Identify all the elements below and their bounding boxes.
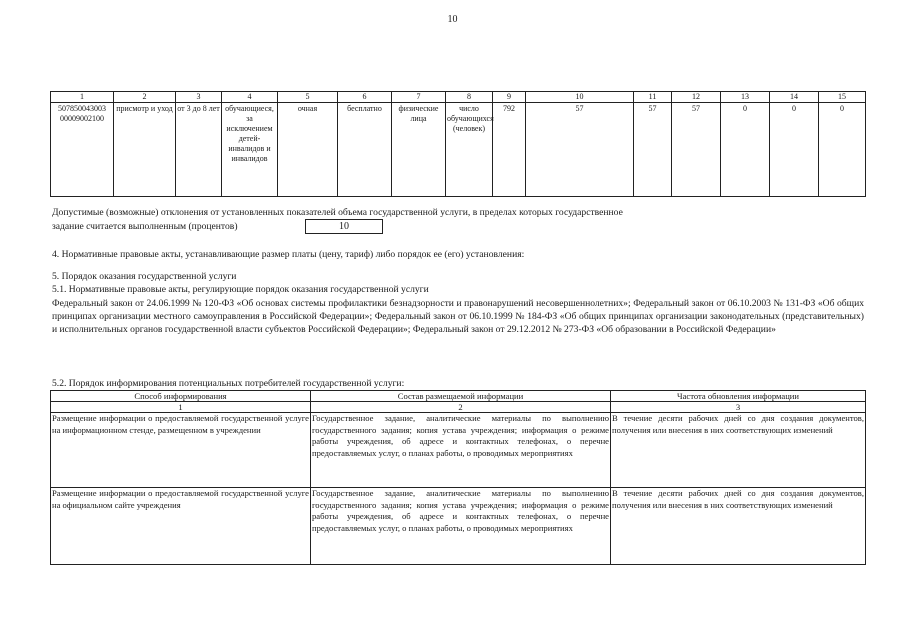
section51-heading: 5.1. Нормативные правовые акты, регулирующие порядок оказания государственной услуги <box>52 284 429 295</box>
price-cell: 0 <box>819 103 866 197</box>
column-number: 8 <box>446 92 493 103</box>
form-cell: очная <box>278 103 338 197</box>
section5-heading: 5. Порядок оказания государственной услуги <box>52 271 237 282</box>
tolerance-text-line2: задание считается выполненным (процентов) <box>52 221 238 232</box>
frequency-cell: В течение десяти рабочих дней со дня создания документов, получения или внесения в них соответствующих изменений <box>611 413 866 488</box>
section52-heading: 5.2. Порядок информирования потенциальных потребителей государственной услуги: <box>52 378 405 389</box>
section4-heading: 4. Нормативные правовые акты, устанавливающие размер платы (цену, тариф) либо порядок ее (его) установления: <box>52 249 525 260</box>
column-number-row <box>51 402 866 413</box>
age-cell: от 3 до 8 лет <box>176 103 222 197</box>
method-cell: Размещение информации о предоставляемой государственной услуге на информационном стенде, размещенном в учреждении <box>51 413 311 488</box>
column-number: 15 <box>819 92 866 103</box>
category-cell: обучающиеся, за исключением детей-инвалидов и инвалидов <box>222 103 278 197</box>
price-cell: 0 <box>721 103 770 197</box>
content-cell: Государственное задание, аналитические материалы по выполнению государственного задания; копия устава учреждения; информация о режиме работы учреждения, об адресе и контактных телефонах, о перечне предоставляемых услуг, о планах работы, о проводимых мероприятиях <box>311 413 611 488</box>
consumers-cell: физические лица <box>392 103 446 197</box>
value-cell: 57 <box>634 103 672 197</box>
column-number: 10 <box>526 92 634 103</box>
column-number: 3 <box>176 92 222 103</box>
table-row <box>51 103 866 197</box>
laws-paragraph: Федеральный закон от 24.06.1999 № 120-ФЗ «Об основах системы профилактики безнадзорности и правонарушений несовершеннолетних»; Федеральный закон от 06.10.2003 № 131-ФЗ «Об общих принципах организации местного самоуправления в Российской Федерации»; Федеральный закон от 06.10.1999 № 184-ФЗ «Об общих принципах организации законодательных (представительных) и исполнительных органов государственной власти субъектов Российской Федерации»; Федеральный закон от 29.12.2012 № 273-ФЗ «Об образовании в Российской Федерации» <box>52 298 864 335</box>
method-cell: Размещение информации о предоставляемой государственной услуге на официальном сайте учреждения <box>51 488 311 565</box>
column-number: 2 <box>311 402 611 413</box>
column-number: 2 <box>114 92 176 103</box>
price-cell: 0 <box>770 103 819 197</box>
column-header: Способ информирования <box>51 391 311 402</box>
tolerance-value-box: 10 <box>305 219 383 234</box>
column-number: 9 <box>493 92 526 103</box>
column-header: Частота обновления информации <box>611 391 866 402</box>
volume-indicators-table <box>50 91 866 197</box>
column-number: 13 <box>721 92 770 103</box>
column-number: 12 <box>672 92 721 103</box>
column-number: 4 <box>222 92 278 103</box>
column-number: 5 <box>278 92 338 103</box>
content-cell: Государственное задание, аналитические материалы по выполнению государственного задания; копия устава учреждения; информация о режиме работы учреждения, об адресе и контактных телефонах, о перечне предоставляемых услуг, о планах работы, о проводимых мероприятиях <box>311 488 611 565</box>
column-number: 11 <box>634 92 672 103</box>
registry-number-cell: 507850043003 00009002100 <box>51 103 114 197</box>
column-number: 1 <box>51 402 311 413</box>
value-cell: 57 <box>526 103 634 197</box>
column-number: 6 <box>338 92 392 103</box>
table-row <box>51 488 866 565</box>
column-number: 14 <box>770 92 819 103</box>
service-content-cell: присмотр и уход <box>114 103 176 197</box>
informing-table <box>50 390 866 565</box>
column-header: Состав размещаемой информации <box>311 391 611 402</box>
frequency-cell: В течение десяти рабочих дней со дня создания документов, получения или внесения в них соответствующих изменений <box>611 488 866 565</box>
column-number: 3 <box>611 402 866 413</box>
okei-code-cell: 792 <box>493 103 526 197</box>
indicator-name-cell: число обучающихся (человек) <box>446 103 493 197</box>
value-cell: 57 <box>672 103 721 197</box>
page-number: 10 <box>447 14 458 25</box>
payment-cell: бесплатно <box>338 103 392 197</box>
tolerance-text-line1: Допустимые (возможные) отклонения от установленных показателей объема государственной услуги, в пределах которых государственное <box>52 207 623 218</box>
column-number-row <box>51 92 866 103</box>
column-number: 7 <box>392 92 446 103</box>
header-row <box>51 391 866 402</box>
column-number: 1 <box>51 92 114 103</box>
table-row <box>51 413 866 488</box>
